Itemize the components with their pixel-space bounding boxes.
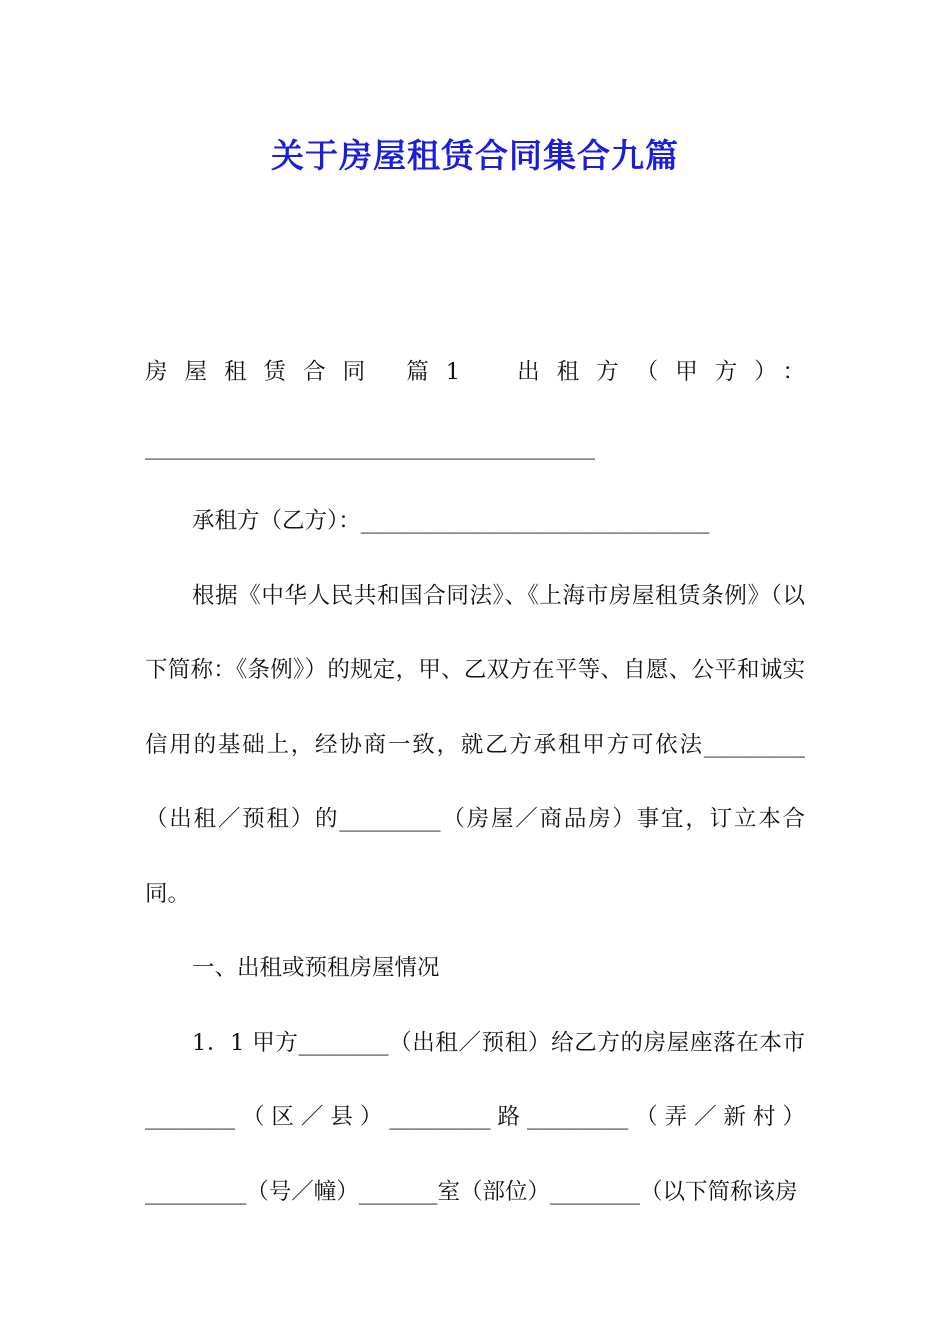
paragraph-preamble: 根据《中华人民共和国合同法》、《上海市房屋租赁条例》（以下简称：《条例》）的规定，甲、乙双方在平等、自愿、公平和诚实信用的基础上，经协商一致，就乙方承租甲方可依法_________（出租／预租）的_________（房屋／商品房）事宜，订立本合同。 bbox=[145, 582, 805, 907]
clause-1-1: 1．1 甲方________（出租／预租）给乙方的房屋座落在本市________（区／县）_________路_________（弄／新村）_________（号／幢）_______室（部位）________（以下简称该房 bbox=[145, 1029, 805, 1205]
document-body bbox=[145, 335, 805, 1229]
lessor-line: 出租方（甲方）：________________________________________ bbox=[145, 359, 805, 460]
section-heading-1: 一、出租或预租房屋情况 bbox=[192, 955, 440, 981]
paragraph-lessor bbox=[145, 335, 805, 484]
paragraph-lessee: 承租方（乙方）：_______________________________ bbox=[192, 508, 710, 534]
contract-heading: 房屋租赁合同 篇1 bbox=[145, 359, 461, 385]
document-title: 关于房屋租赁合同集合九篇 bbox=[271, 136, 679, 175]
